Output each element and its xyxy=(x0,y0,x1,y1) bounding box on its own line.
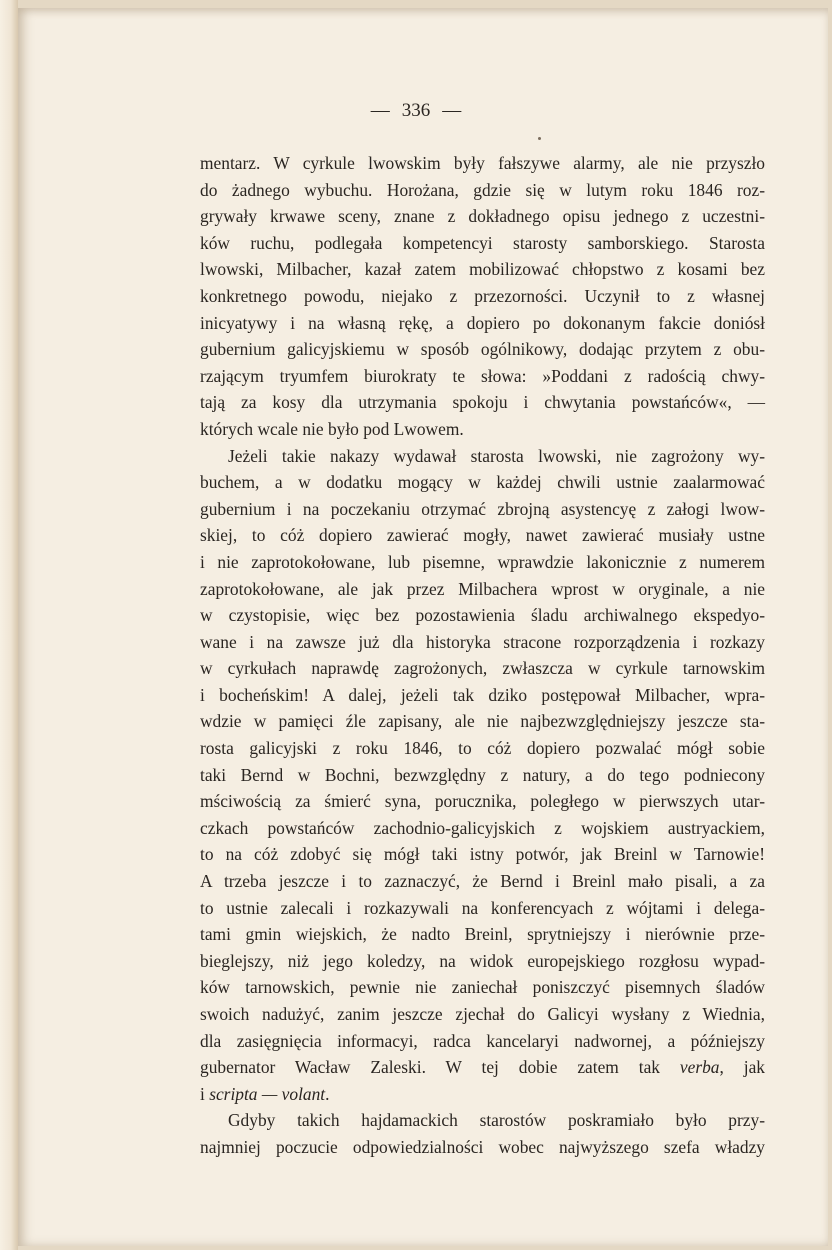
text-line: gubernium galicyjskiemu w sposób ogólnikowy, dodając przytem z obu- xyxy=(200,339,765,360)
text-line: tają za kosy dla utrzymania spokoju i chwytania powstańców«, — xyxy=(200,392,765,413)
text-line: bieglejszy, niż jego koledzy, na widok europejskiego rozgłosu wypad- xyxy=(200,950,765,971)
text-line: mentarz. W cyrkule lwowskim były fałszywe alarmy, ale nie przyszło xyxy=(200,153,765,173)
text-line: grywały krwawe sceny, znane z dokładnego opisu jednego z uczestni- xyxy=(200,206,765,227)
text-line: tami gmin wiejskich, że nadto Breinl, sprytniejszy i nierównie prze- xyxy=(200,924,765,945)
text-line: swoich nadużyć, zanim jeszcze zjechał do Galicyi wysłany z Wiednia, xyxy=(200,1004,765,1024)
page-header xyxy=(0,100,832,122)
text-line: i nie zaprotokołowane, lub pisemne, wprawdzie lakonicznie z numerem xyxy=(200,551,765,572)
text-line: taki Bernd w Bochni, bezwzględny z natury, a do tego podniecony xyxy=(200,764,765,785)
header-dash-left: — xyxy=(370,100,390,121)
text-line: w czystopisie, więc bez pozostawienia śladu archiwalnego ekspedyo- xyxy=(200,605,765,626)
text-line: skiej, to cóż dopiero zawierać mogły, nawet zawierać musiały ustne xyxy=(200,525,765,546)
text-line: wdzie w pamięci źle zapisany, ale nie najbezwzględniejszy jeszcze sta- xyxy=(200,711,765,732)
text-line: i scripta — volant. xyxy=(200,1083,330,1104)
text-line: dla zasięgnięcia informacyi, radca kancelaryi nadwornej, a późniejszy xyxy=(200,1030,765,1051)
text-line: ków tarnowskich, pewnie nie zaniechał poniszczyć pisemnych śladów xyxy=(200,977,765,998)
text-line: do żadnego wybuchu. Horożana, gdzie się w lutym roku 1846 roz- xyxy=(200,179,765,200)
page-binding-edge xyxy=(0,0,18,1250)
text-line: konkretnego powodu, niejako z przezorności. Uczynił to z własnej xyxy=(200,285,765,306)
text-line: i bocheńskim! A dalej, jeżeli tak dziko postępował Milbacher, wpra- xyxy=(200,684,765,705)
text-line: rosta galicyjski z roku 1846, to cóż dopiero pozwalać mógł sobie xyxy=(200,738,765,759)
text-line: gubernium i na poczekaniu otrzymać zbrojną asystencyę z załogi lwow- xyxy=(200,498,765,519)
text-line: w cyrkułach naprawdę zagrożonych, zwłaszcza w cyrkule tarnowskim xyxy=(200,658,765,679)
text-line: Jeżeli takie nakazy wydawał starosta lwowski, nie zagrożony wy- xyxy=(228,445,765,466)
text-line: Gdyby takich hajdamackich starostów poskramiało było przy- xyxy=(228,1110,765,1131)
text-line: buchem, a w dodatku mogący w każdej chwili ustnie zaalarmować xyxy=(200,472,765,493)
text-line: zaprotokołowane, ale jak przez Milbachera wprost w oryginale, a nie xyxy=(200,578,765,599)
text-line: gubernator Wacław Zaleski. W tej dobie zatem tak verba, jak xyxy=(200,1057,765,1078)
text-line: A trzeba jeszcze i to zaznaczyć, że Bernd i Breinl mało pisali, a za xyxy=(200,871,765,892)
text-line: to na cóż zdobyć się mógł taki istny potwór, jak Breinl w Tarnowie! xyxy=(200,844,765,865)
text-line: których wcale nie było pod Lwowem. xyxy=(200,418,464,439)
body-text xyxy=(200,150,765,1161)
text-line: najmniej poczucie odpowiedzialności wobec najwyższego szefa władzy xyxy=(200,1136,765,1157)
ink-speck xyxy=(538,137,541,140)
text-line: lwowski, Milbacher, kazał zatem mobilizować chłopstwo z kosami bez xyxy=(200,259,765,280)
text-line: wane i na zawsze już dla historyka stracone rozporządzenia i rozkazy xyxy=(200,631,765,652)
text-line: to ustnie zalecali i rozkazywali na konferencyach z wójtami i delega- xyxy=(200,897,765,918)
text-line: rzającym tryumfem biurokraty te słowa: »Poddani z radością chwy- xyxy=(200,365,765,386)
text-line: inicyatywy i na własną rękę, a dopiero po dokonanym fakcie doniósł xyxy=(200,312,765,333)
text-line: czkach powstańców zachodnio-galicyjskich z wojskiem austryackiem, xyxy=(200,817,765,838)
page-number: 336 xyxy=(401,100,431,121)
text-line: ków ruchu, podlegała kompetencyi starosty samborskiego. Starosta xyxy=(200,232,765,253)
header-dash-right: — xyxy=(442,100,462,121)
text-line: mściwością za śmierć syna, porucznika, poległego w pierwszych utar- xyxy=(200,791,765,812)
